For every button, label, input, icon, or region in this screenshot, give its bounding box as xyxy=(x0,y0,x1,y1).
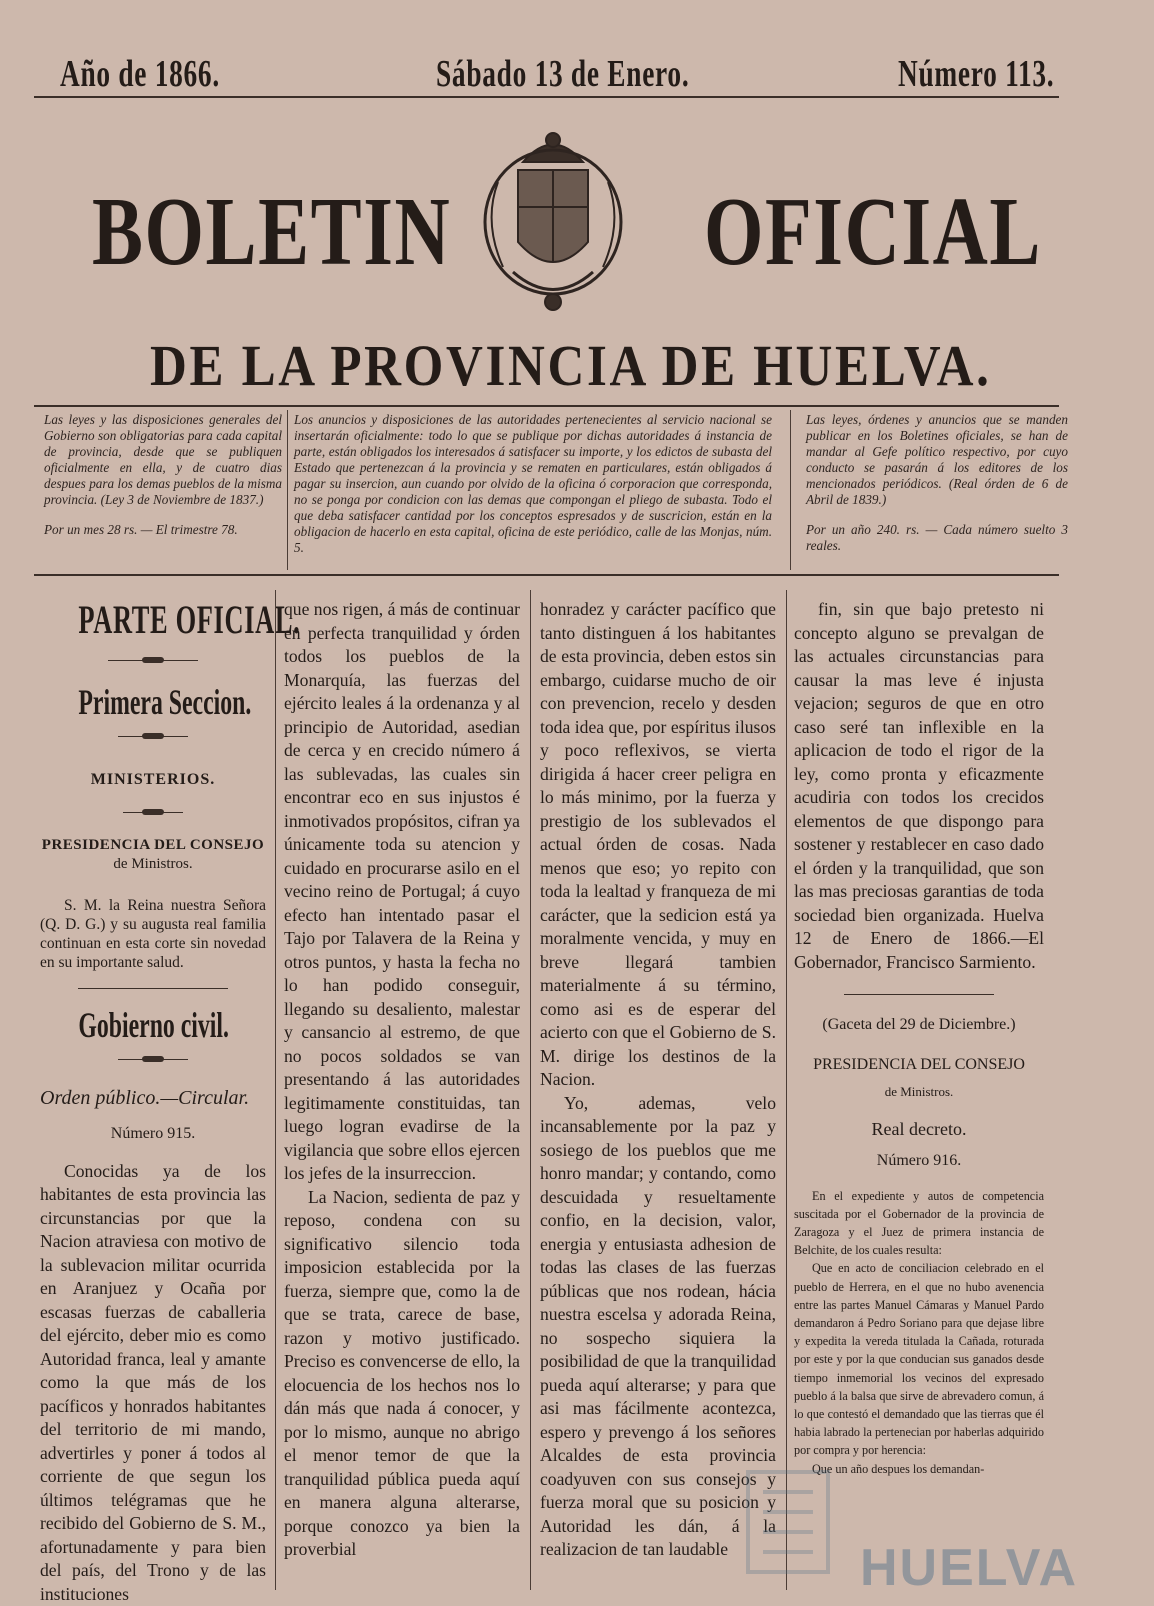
circular-number: Número 915. xyxy=(40,1122,266,1146)
section-heading-gobierno-civil: Gobierno civil. xyxy=(78,1005,227,1045)
decree-number: Número 916. xyxy=(794,1149,1044,1173)
issue-number: Número 113. xyxy=(898,52,1054,96)
heading-presidencia xyxy=(40,836,266,874)
heading-ministerios: MINISTERIOS. xyxy=(40,768,266,792)
subscription-price-monthly: Por un mes 28 rs. — El trimestre 78. xyxy=(44,522,282,538)
notice-top-rule xyxy=(34,405,1059,407)
notice-legal-text: Las leyes y las disposiciones generales del Gobierno son obligatorias para cada capital de provincia, desde que se publiquen oficialmente en ella, y de cuatro dias despues para los demas pueblos de la misma provincia. (Ley 3 de Noviembre de 1837.) xyxy=(44,412,282,507)
column-divider xyxy=(786,590,787,1590)
issue-date: Sábado 13 de Enero. xyxy=(436,52,689,96)
watermark-text: HUELVA xyxy=(860,1538,1078,1598)
article-paragraph: honradez y carácter pacífico que tanto distinguen á los habitantes de esta provincia, deben estos sin embargo, cuidarse mucho de oir con prevencion, recelo y desden toda idea que, por espíritus ilusos y poco reflexivos, se vierta dirigida á hacer creer peligra en lo más minimo, por la fuerza y prestigio de los sublevados el actual órden de cosas. Nada menos que eso; yo repito con toda la lealtad y franqueza de mi carácter, que la sedicion está ya moralmente vencida, y muy en breve llegará tambien materialmente á su término, como asi es de esperar del acierto con que el Gobierno de S. M. dirige los destinos de la Nacion. xyxy=(540,598,776,1092)
ornament-divider xyxy=(123,806,183,820)
article-paragraph: La Nacion, sedienta de paz y reposo, condena con su significativo silencio toda imposicion establecida por la fuerza, siempre que, como la de que se trata, carece de base, razon y motivo justificado. Preciso es convencerse de ello, la elocuencia de los hechos nos lo dán más que nada á conocer, y por lo mismo, aunque no abrigo el menor temor de que la tranquilidad pública pueda aquí en manera alguna alterarse, porque conozco ya bien la proverbial xyxy=(284,1186,520,1562)
column-divider xyxy=(275,590,276,1590)
heading-presidencia-line2: de Ministros. xyxy=(794,1080,1044,1104)
heading-presidencia-line1: PRESIDENCIA DEL CONSEJO xyxy=(794,1053,1044,1077)
column-2 xyxy=(284,598,520,1562)
heading-real-decreto: Real decreto. xyxy=(794,1118,1044,1142)
masthead-title-left: BOLETIN xyxy=(92,183,451,281)
section-heading-primera-seccion: Primera Seccion. xyxy=(78,682,227,722)
column-4 xyxy=(794,598,1044,1478)
article-paragraph: Conocidas ya de los habitantes de esta provincia las circunstancias por que la Nacion atraviesa con motivo de la sublevacion militar ocurrida en Aranjuez y Ocaña por escasas fuerzas de caballeria del ejército, deber mio es como Autoridad franca, leal y amante como la que más de los pacíficos y honrados habitantes del territorio de mi mando, advertirles y poner á todos al corriente de que segun los últimos telégramas que he recibido del Gobierno de S. M., afortunadamente y para bien del país, del Trono y de las instituciones xyxy=(40,1160,266,1606)
masthead-title-right: OFICIAL xyxy=(704,183,1042,281)
column-divider xyxy=(530,590,531,1590)
issue-year: Año de 1866. xyxy=(60,52,220,96)
paragraph-reina: S. M. la Reina nuestra Señora (Q. D. G.) y su augusta real familia continuan en esta corte sin novedad en su importante salud. xyxy=(40,896,266,972)
ornament-divider xyxy=(118,730,188,744)
ornament-divider xyxy=(118,1053,188,1067)
article-paragraph: que nos rigen, á más de continuar en perfecta tranquilidad y órden todos los pueblos de la Monarquía, las fuerzas del ejército leales á la ordenanza y al principio de Autoridad, asedian de cerca y en crecido número á las sublevadas, las cuales sin encontrar eco en sus injustos é inmotivados propósitos, cifran ya únicamente toda su atencion y cuidado en procurarse asilo en el vecino reino de Portugal; á cuyo efecto han intentado pasar el Tajo por Talavera de la Reina y otros puntos, y hasta la fecha no lo han podido conseguir, llegando su desaliento, malestar y cansancio al estremo, de que no pocos soldados se van presentando á las autoridades legitimamente constituidas, tan luego logran evadirse de la vigilancia que sobre ellos ejercen los jefes de la insurreccion. xyxy=(284,598,520,1186)
heading-orden-publico: Orden público.—Circular. xyxy=(40,1087,266,1111)
section-heading-parte-oficial: PARTE OFICIAL. xyxy=(78,600,227,640)
separator-line xyxy=(78,988,228,989)
notice-advertisements xyxy=(294,412,772,556)
notice-divider xyxy=(790,410,791,570)
separator-line xyxy=(844,994,994,995)
decree-paragraph: En el expediente y autos de competencia suscitada por el Gobernador de la provincia de Zaragoza y el Juez de primera instancia de Belchite, de los cuales resulta: xyxy=(794,1187,1044,1260)
decree-paragraph: Que un año despues los demandan- xyxy=(794,1460,1044,1478)
heading-presidencia-line1: PRESIDENCIA DEL CONSEJO xyxy=(42,837,264,853)
header-rule xyxy=(34,96,1059,98)
heading-presidencia-line2: de Ministros. xyxy=(113,856,192,872)
notice-publication-text: Las leyes, órdenes y anuncios que se manden publicar en los Boletines oficiales, se han de mandar al Gefe político respectivo, por cuyo conducto se pasarán á los editores de los mencionados periódicos. (Real órden de 6 de Abril de 1839.) xyxy=(806,412,1068,507)
notice-advertisements-text: Los anuncios y disposiciones de las autoridades pertenecientes al servicio nacional se insertarán oficialmente: todo lo que se publique por dichas autoridades á instancia de parte, están obligados los interesados á satisfacer su importe, y los edictos de subasta del Estado que pertenezcan á la provincia y se rematen en particulares, están obligados á pagar su insercion, aun cuando por olvido de la oficina ó corporacion que corresponda, no se ponga por condicion con las demas que compongan el pliego de subasta. Todo el que deba satisfacer cantidad por los conceptos espresados y de suscricion, están en la obligacion de hacerlo en esta capital, oficina de este periódico, calle de las Monjas, núm. 5. xyxy=(294,412,772,555)
notice-bottom-rule xyxy=(34,574,1059,576)
column-1 xyxy=(40,598,266,1606)
notice-divider xyxy=(287,410,288,570)
masthead-subtitle: DE LA PROVINCIA DE HUELVA. xyxy=(150,337,992,395)
gaceta-reference: (Gaceta del 29 de Diciembre.) xyxy=(794,1013,1044,1037)
decree-body xyxy=(794,1187,1044,1478)
notice-publication xyxy=(806,412,1068,554)
subscription-price-yearly: Por un año 240. rs. — Cada número suelto 3 reales. xyxy=(806,522,1068,554)
ornament-divider xyxy=(108,654,198,668)
column-3 xyxy=(540,598,776,1562)
article-paragraph: fin, sin que bajo pretesto ni concepto alguno se prevalgan de las actuales circunstancias para causar la mas leve é injusta vejacion; seguros de que en otro caso seré tan inflexible en la aplicacion de todo el rigor de la ley, como pronta y eficazmente acudiria con todos los crecidos elementos de que dispongo para sostener y restablecer en caso dado el órden y la tranquilidad, que son las mas preciosas garantias de toda sociedad bien organizada. Huelva 12 de Enero de 1866.—El Gobernador, Francisco Sarmiento. xyxy=(794,598,1044,974)
article-paragraph: Yo, ademas, velo incansablemente por la paz y sosiego de los pueblos que me honro mandar; y contando, como descuidada y resueltamente confio, en la decision, valor, energia y entusiasta adhesion de todas las clases de las fuerzas públicas que nos rodean, hácia nuestra escelsa y adorada Reina, no sospecho siquiera la posibilidad de que la tranquilidad pueda aquí alterarse; y para que asi mas fácilmente acontezca, espero y prevengo á los señores Alcaldes de esta provincia coadyuven con sus consejos y fuerza moral que su posicion y Autoridad les dán, á la realizacion de tan laudable xyxy=(540,1092,776,1562)
notice-legal xyxy=(44,412,282,538)
royal-crest-emblem xyxy=(478,122,628,322)
decree-paragraph: Que en acto de conciliacion celebrado en el pueblo de Herrera, en el que no hubo avenencia entre las partes Manuel Cámaras y Manuel Pardo demandaron á Pedro Soriano para que dejase libre y expedita la vereda titulada la Cañada, roturada por este y por la que conducian sus ganados desde tiempo inmemorial los vecinos del expresado pueblo á la balsa que sirve de abrevadero comun, á lo que contestó el demandado que las tierras que él habia labrado la pertenecian por haberlas adquirido por compra y por herencia: xyxy=(794,1259,1044,1459)
